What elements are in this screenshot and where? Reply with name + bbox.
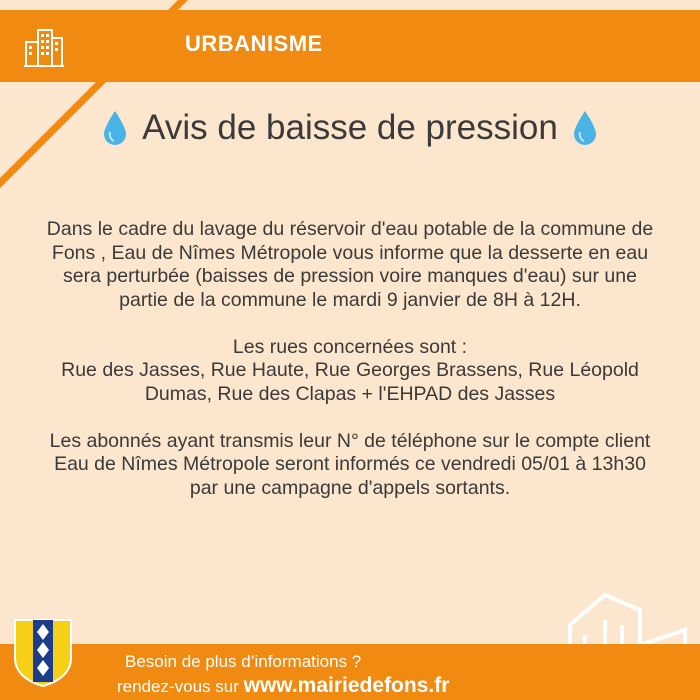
water-drop-icon — [102, 110, 128, 146]
header-band-fill — [0, 10, 700, 82]
footer-help-text: Besoin de plus d’informations ? — [125, 652, 362, 671]
paragraph-intro: Dans le cadre du lavage du réservoir d'eau potable de la commune de Fons , Eau de Nîmes Métropole vous informe que la desserte en eau sera perturbée (baisses de pression voire manques d'eau) sur une partie de la commune le mardi 9 janvier de 8H à 12H. — [46, 218, 654, 311]
section-label: URBANISME — [185, 31, 323, 56]
paragraph-notification: Les abonnés ayant transmis leur N° de téléphone sur le compte client Eau de Nîmes Métropole seront informés ce vendredi 05/01 à 13h30 par une campagne d'appels sortants. — [49, 429, 651, 499]
streets-heading: Les rues concernées sont : — [232, 335, 468, 358]
footer-link-prefix: rendez-vous sur — [117, 677, 239, 696]
title-text: Avis de baisse de pression — [142, 107, 558, 147]
building-icon — [22, 24, 66, 68]
website-link[interactable]: www.mairiedefons.fr — [243, 674, 450, 697]
title — [0, 106, 700, 148]
streets-list: Rue des Jasses, Rue Haute, Rue Georges Brassens, Rue Léopold Dumas, Rue des Clapas + l'EHPAD des Jasses — [61, 359, 639, 405]
water-drop-icon — [572, 110, 598, 146]
footer-link-line — [117, 674, 449, 698]
coat-of-arms-icon — [13, 618, 73, 688]
notice-body — [40, 218, 660, 524]
